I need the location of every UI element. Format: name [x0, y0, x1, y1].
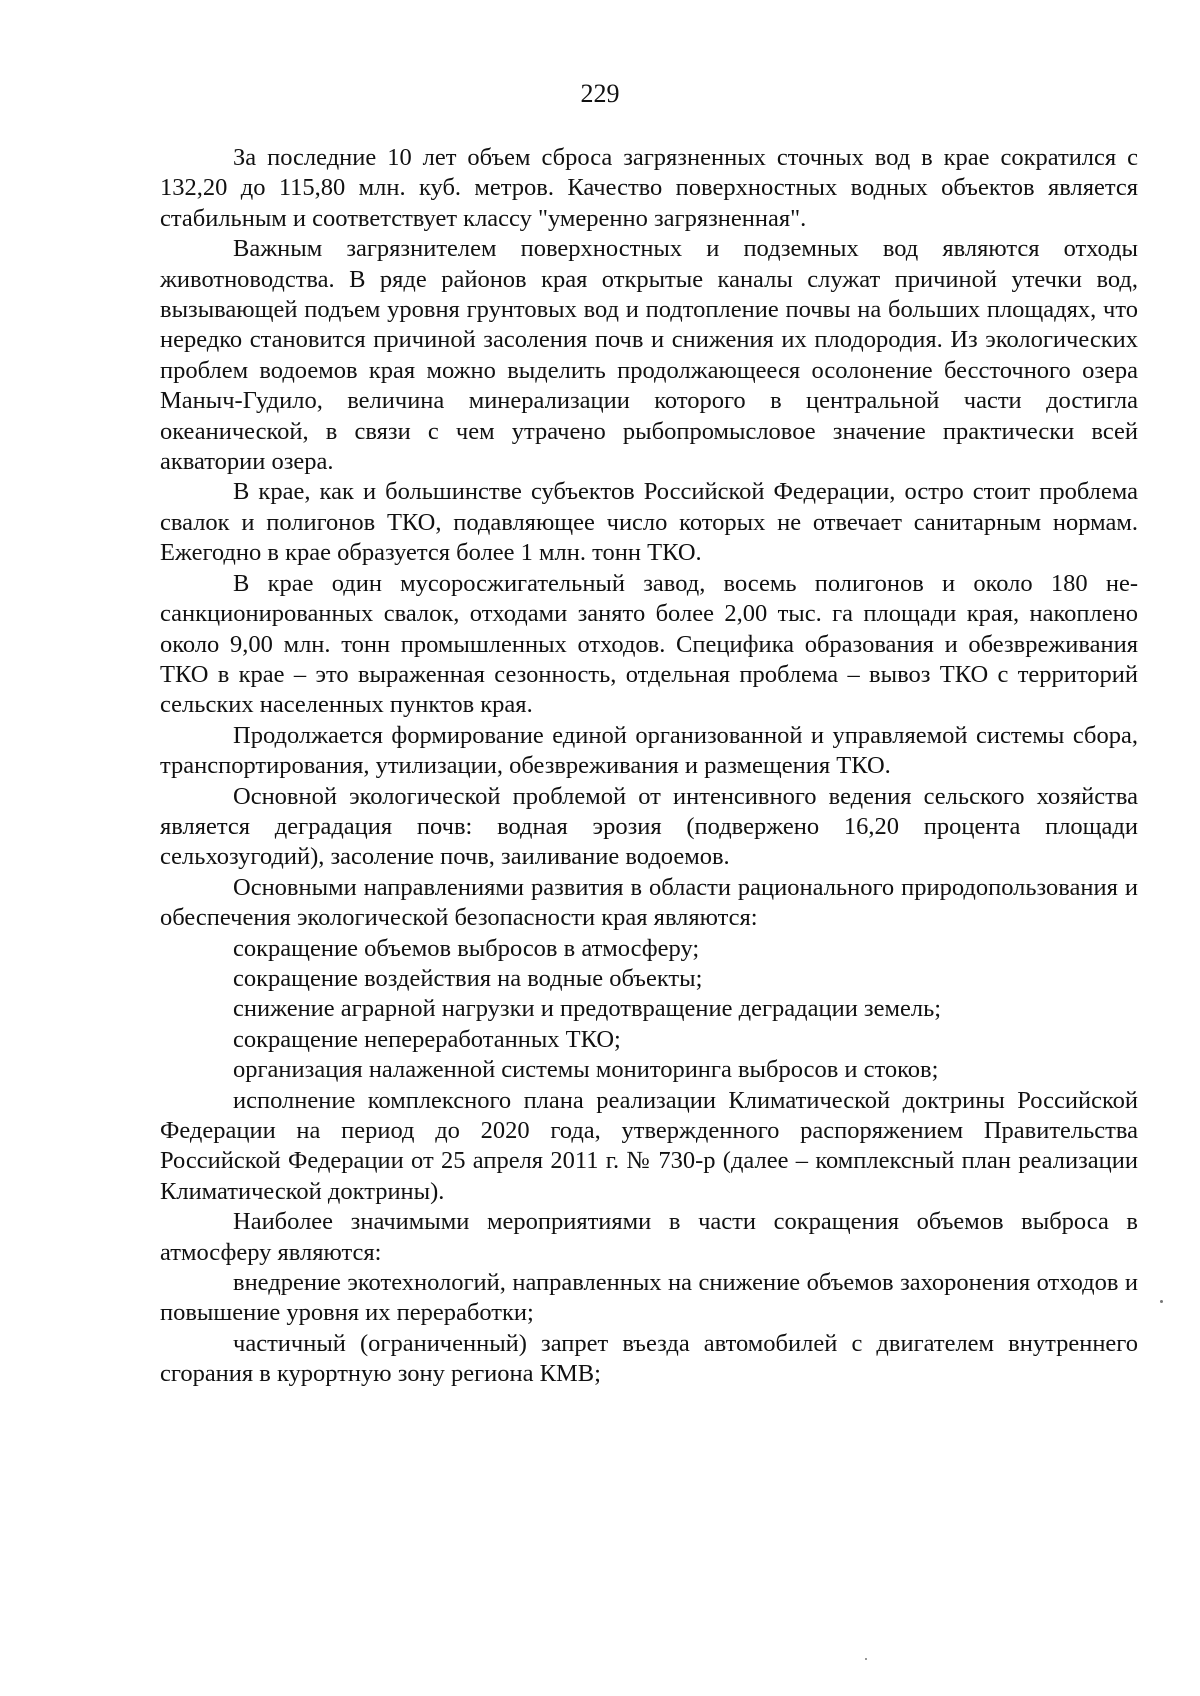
paragraph: Продолжается формирование единой организованной и управляемой системы сбора, транспортирования, утилизации, обезвреживания и размещения ТКО.	[160, 721, 1138, 780]
scan-speck	[865, 1658, 867, 1660]
scan-speck	[1160, 1300, 1163, 1303]
list-item: исполнение комплексного плана реализации Климатической доктрины Российской Федерации на период до 2020 года, утвержденного распоряжением Правительства Российской Федерации от 25 апреля 2011 г. № 730-р (далее – комплексный план реализации Климатической доктрины).	[160, 1086, 1138, 1205]
paragraph: Основными направлениями развития в области рационального природопользования и обеспечения экологической безопасности края являются:	[160, 873, 1138, 932]
paragraph: В крае один мусоросжигательный завод, восемь полигонов и около 180 несанкционированных свалок, отходами занято более 2,00 тыс. га площади края, накоплено около 9,00 млн. тонн промышленных отходов. Специфика образования и обезвреживания ТКО в крае – это выраженная сезонность, отдельная проблема – вывоз ТКО с территорий сельских населенных пунктов края.	[160, 569, 1138, 719]
page-number: 229	[580, 79, 620, 108]
paragraph: За последние 10 лет объем сброса загрязненных сточных вод в крае сократился с 132,20 до 115,80 млн. куб. метров. Качество поверхностных водных объектов является стабильным и соответствует классу "умеренно загрязненная".	[160, 144, 1138, 232]
list-item: снижение аграрной нагрузки и предотвращение деградации земель;	[233, 995, 942, 1023]
list-item: сокращение воздействия на водные объекты;	[233, 964, 703, 992]
list-item: сокращение непереработанных ТКО;	[233, 1025, 621, 1053]
paragraph: Наиболее значимыми мероприятиями в части сокращения объемов выброса в атмосферу являются:	[160, 1208, 1138, 1266]
document-body	[160, 143, 1138, 1390]
list-item: частичный (ограниченный) запрет въезда автомобилей с двигателем внутреннего сгорания в курортную зону региона КМВ;	[160, 1329, 1138, 1388]
list-item: внедрение экотехнологий, направленных на снижение объемов захоронения отходов и повышение уровня их переработки;	[160, 1269, 1138, 1327]
paragraph: Важным загрязнителем поверхностных и подземных вод являются отходы животноводства. В ряде районов края открытые каналы служат причиной утечки вод, вызывающей подъем уровня грунтовых вод и подтопление почвы на больших площадях, что нередко становится причиной засоления почв и снижения их плодородия. Из экологических проблем водоемов края можно выделить продолжающееся осолонение бессточного озера Маныч-Гудило, величина минерализации которого в центральной части достигла океанической, в связи с чем утрачено рыбопромысловое значение практически всей акватории озера.	[160, 235, 1138, 476]
list-item: сокращение объемов выбросов в атмосферу;	[233, 934, 700, 962]
paragraph: В крае, как и большинстве субъектов Российской Федерации, остро стоит проблема свалок и полигонов ТКО, подавляющее число которых не отвечает санитарным нормам. Ежегодно в крае образуется более 1 млн. тонн ТКО.	[160, 478, 1138, 567]
list-item: организация налаженной системы мониторинга выбросов и стоков;	[233, 1056, 939, 1084]
paragraph: Основной экологической проблемой от интенсивного ведения сельского хозяйства является деградация почв: водная эрозия (подвержено 16,20 процента площади сельхозугодий), засоление почв, заиливание водоемов.	[160, 782, 1138, 871]
